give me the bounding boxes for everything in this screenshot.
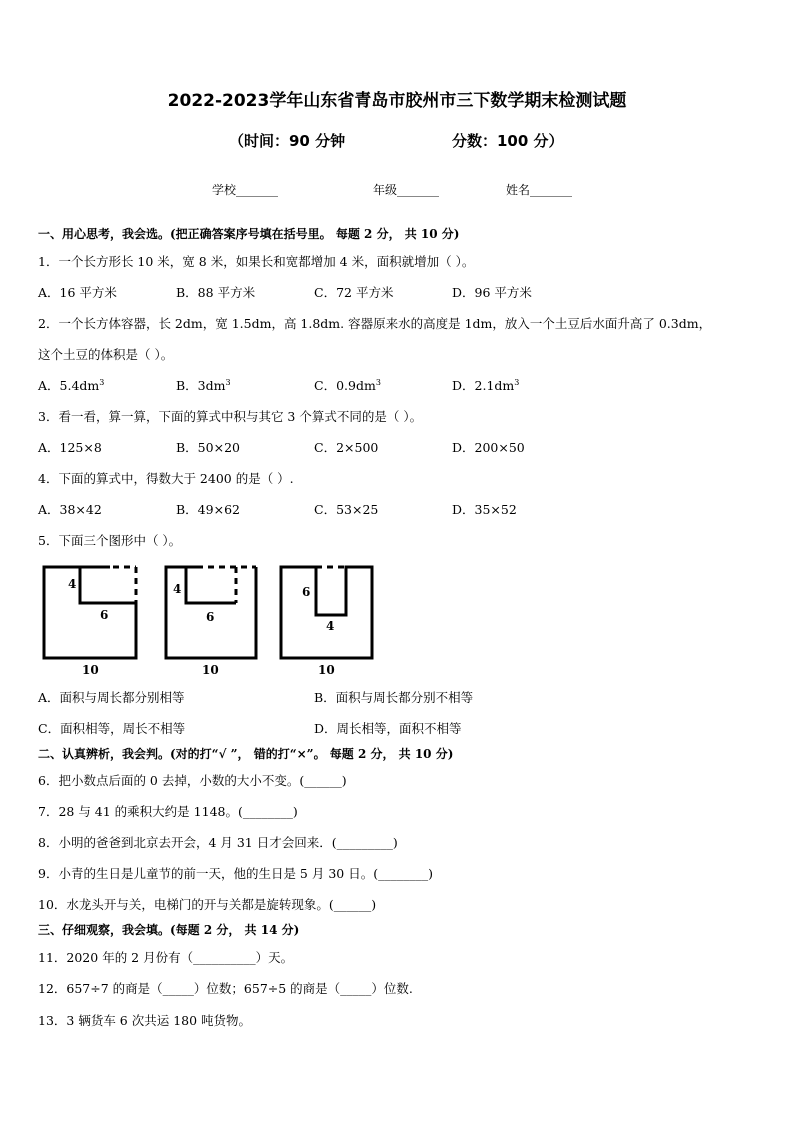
q5-option-a[interactable]: A．面积与周长都分别相等 — [38, 690, 185, 705]
section1-heading: 一、用心思考，我会选。(把正确答案序号填在括号里。 每题 2 分， 共 10 分) — [38, 227, 460, 241]
page-title: 2022-2023学年山东省青岛市胶州市三下数学期末检测试题 — [167, 91, 627, 111]
q2-option-d[interactable]: D．$2.1dm^3$ — [452, 377, 520, 393]
name-field[interactable]: 姓名_______ — [506, 183, 573, 197]
exam-time: （时间：90 分钟 — [229, 132, 346, 150]
section2-heading: 二、认真辨析，我会判。(对的打“√ ”， 错的打“×”。 每题 2 分， 共 10 分) — [38, 747, 454, 761]
q3-option-c[interactable]: C．2×500 — [314, 440, 379, 455]
q1-stem: 1．一个长方形长 10 米，宽 8 米，如果长和宽都增加 4 米，面积就增加（ ）。 — [38, 254, 475, 269]
q2-option-c[interactable]: C．$0.9dm^3$ — [314, 377, 381, 393]
q13: 13．3 辆货车 6 次共运 180 吨货物。 — [38, 1013, 252, 1028]
figure-2-bottom-label: 10 — [202, 663, 219, 677]
q1-option-c[interactable]: C．72 平方米 — [314, 285, 394, 300]
q11[interactable]: 11．2020 年的 2 月份有（__________）天。 — [38, 950, 294, 965]
q2-option-a[interactable]: A．$5.4dm^3$ — [38, 377, 105, 393]
figure-1-side-label: 4 — [68, 577, 77, 591]
q2-stem-line2: 这个土豆的体积是（ ）。 — [38, 347, 174, 362]
figure-1-inner-label: 6 — [100, 608, 109, 622]
q9[interactable]: 9．小青的生日是儿童节的前一天，他的生日是 5 月 30 日。(________) — [38, 866, 433, 881]
q3-option-a[interactable]: A．125×8 — [38, 440, 102, 455]
q8[interactable]: 8．小明的爸爸到北京去开会，4 月 31 日才会回来．(_________) — [38, 835, 398, 850]
q4-option-a[interactable]: A．38×42 — [38, 502, 102, 517]
q10[interactable]: 10．水龙头开与关，电梯门的开与关都是旋转现象。(______) — [38, 897, 377, 912]
q5-option-b[interactable]: B．面积与周长都分别不相等 — [314, 690, 474, 705]
q2-stem-line1: 2．一个长方体容器，长 2dm，宽 1.5dm，高 1.8dm. 容器原来水的高度是 1dm，放入一个土豆后水面升高了 0.3dm， — [38, 316, 712, 331]
q12[interactable]: 12．657÷7 的商是（_____）位数；657÷5 的商是（_____）位数. — [38, 981, 413, 996]
q5-stem: 5．下面三个图形中（ ）。 — [38, 533, 182, 548]
q4-option-d[interactable]: D．35×52 — [452, 502, 517, 517]
q2-option-b[interactable]: B．$3dm^3$ — [176, 377, 231, 393]
exam-score: 分数：100 分） — [452, 132, 564, 150]
figure-1-bottom-label: 10 — [82, 663, 99, 677]
q4-stem: 4．下面的算式中，得数大于 2400 的是（ ）. — [38, 471, 294, 486]
figure-2 — [166, 567, 256, 677]
q5-option-d[interactable]: D．周长相等，面积不相等 — [314, 721, 462, 736]
figure-1 — [44, 567, 136, 677]
figure-3-side-label: 6 — [302, 585, 311, 599]
q4-option-c[interactable]: C．53×25 — [314, 502, 379, 517]
q6[interactable]: 6．把小数点后面的 0 去掉，小数的大小不变。(______) — [38, 773, 347, 788]
q3-option-d[interactable]: D．200×50 — [452, 440, 525, 455]
q1-option-a[interactable]: A．16 平方米 — [38, 285, 117, 300]
q5-figures — [30, 560, 390, 680]
figure-3-inner-label: 4 — [326, 619, 335, 633]
school-field[interactable]: 学校_______ — [212, 183, 279, 197]
figure-3 — [281, 567, 372, 677]
figure-2-side-label: 4 — [173, 582, 182, 596]
q3-stem: 3．看一看，算一算，下面的算式中积与其它 3 个算式不同的是（ ）。 — [38, 409, 423, 424]
figure-3-bottom-label: 10 — [318, 663, 335, 677]
figure-2-inner-label: 6 — [206, 610, 215, 624]
section3-heading: 三、仔细观察，我会填。(每题 2 分， 共 14 分) — [38, 923, 300, 937]
q7[interactable]: 7．28 与 41 的乘积大约是 1148。(________) — [38, 804, 298, 819]
q3-option-b[interactable]: B．50×20 — [176, 440, 240, 455]
q1-option-b[interactable]: B．88 平方米 — [176, 285, 256, 300]
grade-field[interactable]: 年级_______ — [373, 183, 440, 197]
q5-option-c[interactable]: C．面积相等，周长不相等 — [38, 721, 186, 736]
q4-option-b[interactable]: B．49×62 — [176, 502, 240, 517]
q1-option-d[interactable]: D．96 平方米 — [452, 285, 532, 300]
